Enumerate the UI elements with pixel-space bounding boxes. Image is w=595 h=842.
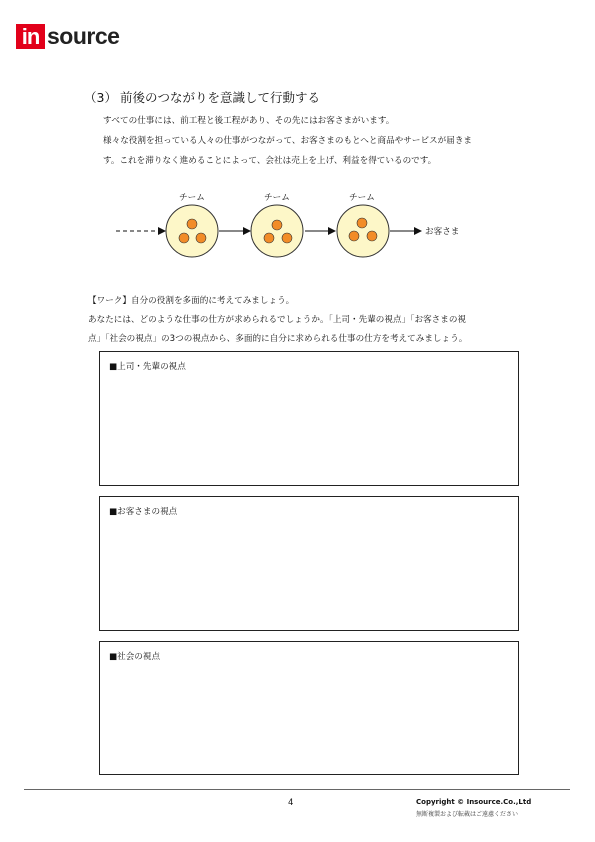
customer-label: お客さま — [425, 227, 460, 237]
section-number: （3） — [84, 90, 117, 105]
paragraph-line: す。これを滞りなく進めることによって、会社は売上を上げ、利益を得ているのです。 — [103, 156, 437, 166]
member-dot — [357, 218, 367, 228]
member-dot — [196, 233, 206, 243]
team-chain-diagram — [0, 180, 595, 270]
member-dot — [264, 233, 274, 243]
copyright-text: Copyright © Insource.Co.,Ltd — [416, 798, 532, 806]
answer-box-customer-perspective[interactable] — [99, 496, 519, 631]
member-dot — [272, 220, 282, 230]
page-number: 4 — [288, 798, 294, 808]
work-line: あなたには、どのような仕事の仕方が求められるでしょうか。「上司・先輩の視点」「お客さまの視 — [88, 315, 467, 325]
section-title: 前後のつながりを意識して行動する — [120, 90, 321, 105]
work-line: 点」「社会の視点」の3つの視点から、多面的に自分に求められる仕事の仕方を考えてみましょう。 — [88, 334, 468, 344]
member-dot — [187, 219, 197, 229]
work-line: 【ワーク】自分の役割を多面的に考えてみましょう。 — [88, 296, 295, 306]
team-circle — [251, 205, 303, 257]
team-label: チーム — [349, 193, 375, 203]
answer-box-society-perspective[interactable] — [99, 641, 519, 775]
team-circle — [166, 205, 218, 257]
team-label: チーム — [264, 193, 290, 203]
member-dot — [179, 233, 189, 243]
logo-in-mark: in — [16, 24, 45, 49]
answer-box-boss-perspective[interactable] — [99, 351, 519, 486]
paragraph-line: すべての仕事には、前工程と後工程があり、その先にはお客さまがいます。 — [103, 116, 395, 126]
member-dot — [282, 233, 292, 243]
member-dot — [367, 231, 377, 241]
logo-wordmark: source — [47, 23, 120, 49]
reproduction-notice: 無断複製および転載はご遠慮ください — [416, 811, 519, 818]
team-label: チーム — [179, 193, 205, 203]
member-dot — [349, 231, 359, 241]
paragraph-line: 様々な役割を担っている人々の仕事がつながって、お客さまのもとへと商品やサービスが届きま — [103, 136, 473, 146]
footer-divider — [24, 789, 570, 790]
box-title: ■上司・先輩の視点 — [109, 362, 186, 372]
team-circle — [337, 205, 389, 257]
box-title: ■お客さまの視点 — [109, 507, 178, 517]
box-title: ■社会の視点 — [109, 652, 161, 662]
section-heading — [84, 88, 320, 106]
